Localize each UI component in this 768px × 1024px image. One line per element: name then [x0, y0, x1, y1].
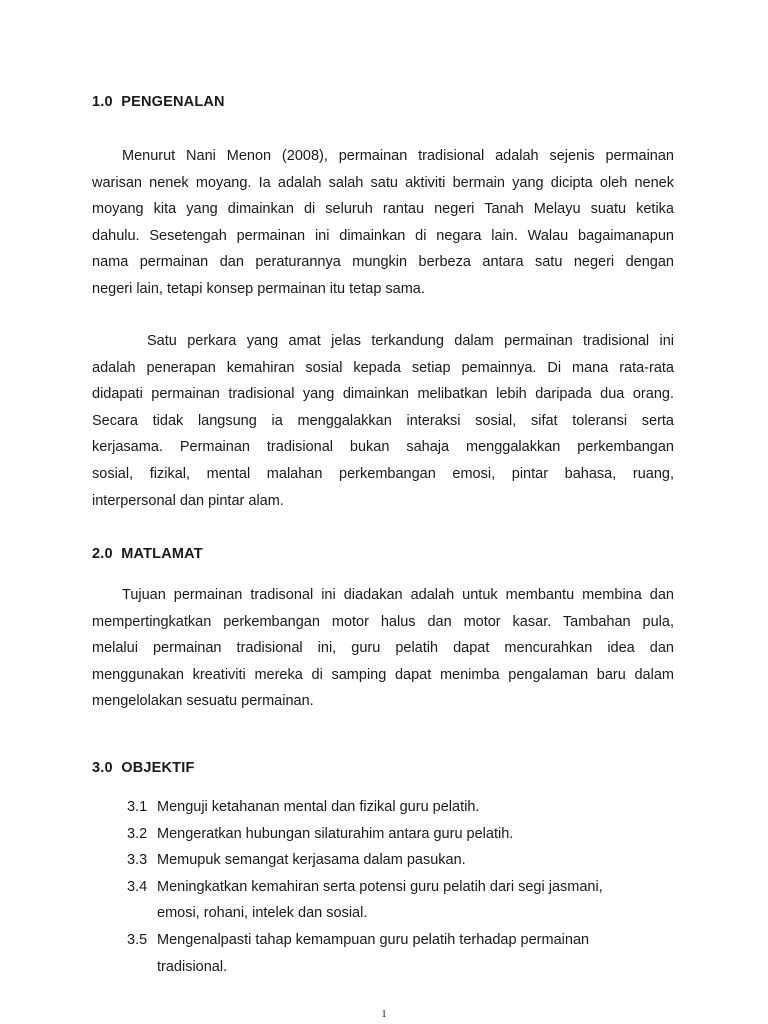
paragraph-line: menggunakan kreativiti mereka di samping dapat menimba pengalaman baru dalam: [92, 666, 674, 683]
paragraph-intro-1: [92, 143, 674, 303]
paragraph-line: kerjasama. Permainan tradisional bukan sahaja menggalakkan perkembangan: [92, 439, 674, 456]
objective-item: [127, 821, 687, 848]
paragraph-line: Tujuan permainan tradisonal ini diadakan adalah untuk membantu membina dan: [122, 587, 674, 603]
objective-text: Memupuk semangat kerjasama dalam pasukan.: [157, 852, 466, 869]
objective-text: Mengenalpasti tahap kemampuan guru pelatih terhadap permainan: [157, 931, 590, 948]
objectives-list: [127, 794, 687, 980]
paragraph-line: adalah penerapan kemahiran sosial kepada setiap pemainnya. Di mana rata-rata: [92, 359, 674, 376]
paragraph-line: Secara tidak langsung ia menggalakkan interaksi sosial, sifat toleransi serta: [92, 412, 674, 429]
heading-pengenalan: 1.0 PENGENALAN: [92, 94, 225, 110]
paragraph-goal: [92, 582, 674, 715]
paragraph-line: dahulu. Sesetengah permainan ini dimainkan di negara lain. Walau bagaimanapun: [92, 227, 674, 244]
objective-number: 3.5: [127, 931, 148, 948]
paragraph-line: nama permainan dan peraturannya mungkin berbeza antara satu negeri dengan: [92, 254, 674, 271]
paragraph-intro-2: [92, 328, 674, 514]
objective-number: 3.3: [127, 852, 148, 869]
paragraph-line: Menurut Nani Menon (2008), permainan tradisional adalah sejenis permainan: [122, 148, 674, 164]
heading-matlamat: 2.0 MATLAMAT: [92, 546, 203, 562]
objective-text: Menguji ketahanan mental dan fizikal guru pelatih.: [157, 799, 480, 815]
objective-number: 3.1: [127, 799, 148, 815]
objective-text: emosi, rohani, intelek dan sosial.: [157, 905, 368, 922]
objective-item: [127, 847, 687, 874]
objective-text: Mengeratkan hubungan silaturahim antara guru pelatih.: [157, 825, 514, 842]
objective-item: [127, 874, 687, 927]
paragraph-line: interpersonal dan pintar alam.: [92, 492, 284, 509]
paragraph-line: mengelolakan sesuatu permainan.: [92, 693, 314, 710]
objective-number: 3.2: [127, 825, 148, 842]
objective-text: tradisional.: [157, 958, 228, 975]
paragraph-line: melalui permainan tradisional ini, guru pelatih dapat mencurahkan idea dan: [92, 640, 674, 657]
objective-text: Meningkatkan kemahiran serta potensi guru pelatih dari segi jasmani,: [157, 878, 603, 895]
objective-number: 3.4: [127, 878, 148, 895]
paragraph-line: Satu perkara yang amat jelas terkandung dalam permainan tradisional ini: [147, 333, 674, 349]
paragraph-line: negeri lain, tetapi konsep permainan itu tetap sama.: [92, 280, 425, 297]
objective-item: [127, 794, 687, 821]
paragraph-line: mempertingkatkan perkembangan motor halus dan motor kasar. Tambahan pula,: [92, 613, 674, 630]
paragraph-line: warisan nenek moyang. Ia adalah salah satu aktiviti bermain yang dicipta oleh nenek: [92, 174, 674, 191]
paragraph-line: sosial, fizikal, mental malahan perkembangan emosi, pintar bahasa, ruang,: [92, 465, 674, 482]
paragraph-line: didapati permainan tradisional yang dimainkan melibatkan lebih daripada dua orang.: [92, 386, 674, 403]
heading-objektif: 3.0 OBJEKTIF: [92, 760, 195, 776]
page-number: 1: [381, 1008, 387, 1020]
paragraph-line: moyang kita yang dimainkan di seluruh rantau negeri Tanah Melayu suatu ketika: [92, 201, 674, 218]
objective-item: [127, 927, 687, 980]
